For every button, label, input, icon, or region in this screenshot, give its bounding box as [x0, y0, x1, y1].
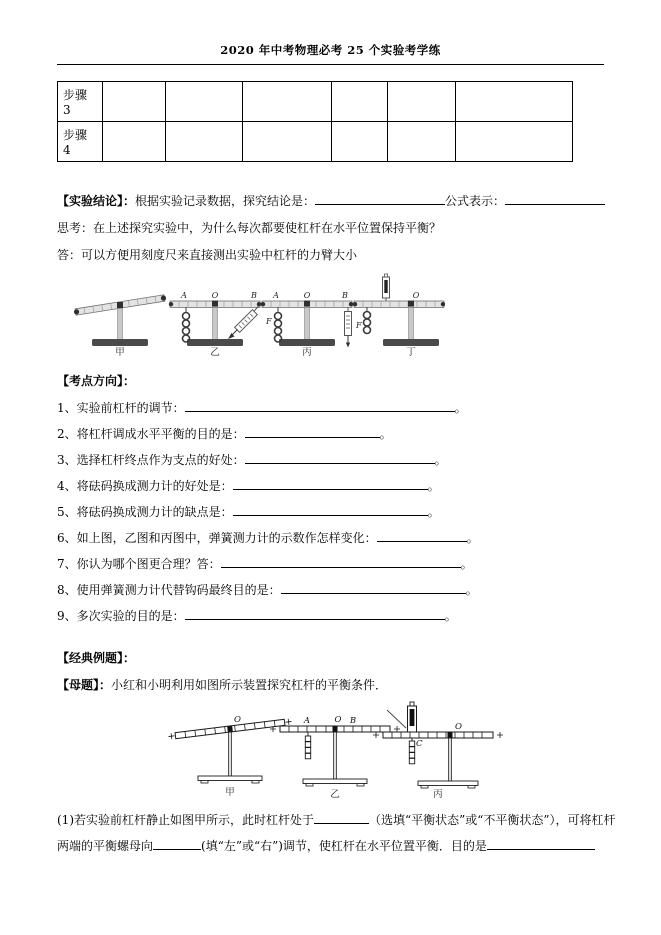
- kaodian-item-8: [57, 577, 661, 603]
- fig1-setup-ding: [353, 274, 445, 358]
- weights-chain: [364, 312, 371, 334]
- beam-end: [353, 302, 357, 306]
- blank-line: [505, 194, 605, 205]
- blank-line: [245, 453, 435, 464]
- fig1-caption-jia: 甲: [115, 347, 125, 358]
- formula-label: 公式表示：: [445, 194, 506, 208]
- lever-beam: [383, 732, 493, 738]
- pivot: [408, 301, 414, 307]
- pivot: [212, 301, 218, 307]
- lever-experiment-figure-1: [45, 272, 445, 358]
- table-cell: [243, 82, 332, 122]
- step4-label: 步骤 4: [58, 122, 103, 162]
- blank-line: [487, 839, 595, 850]
- table-cell: [388, 82, 456, 122]
- item-period: 。: [434, 453, 447, 467]
- table-cell: [388, 122, 456, 162]
- item-text: 8、使用弹簧测力计代替钩码最终目的是：: [57, 583, 281, 597]
- kaodian-item-1: [57, 395, 661, 421]
- header-divider: [57, 64, 604, 65]
- stand-base: [198, 776, 262, 781]
- pivot: [117, 302, 123, 308]
- example-heading: 【经典例题】：: [57, 651, 136, 665]
- fig2-caption-bing: 丙: [433, 789, 443, 799]
- stand-pole: [305, 307, 310, 340]
- question1-line2: [57, 833, 661, 859]
- base-foot: [201, 781, 208, 784]
- item-text: 6、如上图，乙图和丙图中，弹簧测力计的示数作怎样变化：: [57, 531, 377, 545]
- fig1-caption-bing: 丙: [302, 347, 312, 358]
- kaodian-item-7: [57, 551, 661, 577]
- fig1-caption-ding: 丁: [406, 347, 416, 358]
- blank-line: [153, 839, 201, 850]
- table-cell: [332, 82, 388, 122]
- fig2-caption-yi: 乙: [330, 789, 340, 799]
- point-a-label: A: [303, 716, 311, 726]
- spring-scale-vertical: [345, 312, 352, 336]
- table-cell: [103, 122, 166, 162]
- base-foot: [468, 786, 475, 789]
- item-text: 2、将杠杆调成水平平衡的目的是：: [57, 427, 245, 441]
- stand-base: [383, 339, 439, 346]
- beam-end: [261, 302, 265, 306]
- mother-question-line: [57, 672, 661, 699]
- stand-pole: [449, 738, 452, 781]
- pointer-line: [387, 710, 406, 728]
- kaodian-item-5: [57, 499, 661, 525]
- pivot: [333, 726, 338, 732]
- fig2-setup-yi: [270, 715, 400, 799]
- stand-base: [418, 781, 478, 786]
- table-cell: [456, 82, 573, 122]
- base-foot: [421, 786, 428, 789]
- force-f-label: F: [356, 321, 362, 330]
- point-o-label: O: [234, 715, 241, 725]
- item-period: 。: [379, 427, 392, 441]
- item-text: 1、实验前杠杆的调节：: [57, 401, 185, 415]
- q1-text-2: （选填“平衡状态”或“不平衡状态”），可将杠杆: [369, 813, 616, 827]
- item-period: 。: [460, 557, 473, 571]
- stand-base: [303, 779, 367, 784]
- kaodian-item-9: [57, 603, 661, 629]
- kaodian-item-2: [57, 421, 661, 447]
- item-period: 。: [427, 505, 440, 519]
- weights-chain: [183, 313, 190, 343]
- stand-pole: [213, 307, 218, 340]
- item-period: 。: [454, 401, 467, 415]
- item-text: 3、选择杠杆终点作为支点的好处：: [57, 453, 245, 467]
- item-text: 7、你认为哪个图更合理？答：: [57, 557, 221, 571]
- base-foot: [357, 784, 364, 787]
- blank-line: [185, 609, 445, 620]
- weights-chain: [305, 736, 310, 759]
- pivot: [304, 301, 310, 307]
- step3-label: 步骤 3: [58, 82, 103, 122]
- spring-scale-diagonal: [235, 310, 258, 333]
- blank-line: [315, 194, 445, 205]
- blank-line: [377, 531, 467, 542]
- beam-end: [257, 302, 261, 306]
- blank-line: [221, 557, 461, 568]
- table-cell: [166, 122, 243, 162]
- force-f-label: F: [266, 317, 272, 326]
- stand-pole: [409, 307, 414, 340]
- weights-chain: [275, 313, 282, 343]
- table-row: [58, 82, 573, 122]
- kaodian-item-3: [57, 447, 661, 473]
- page-header-title: 2020 年中考物理必考 25 个实验考学练: [220, 43, 441, 57]
- item-period: 。: [444, 609, 457, 623]
- blank-line: [185, 401, 455, 412]
- fig1-caption-yi: 乙: [210, 347, 220, 358]
- point-a-label: A: [273, 291, 279, 300]
- point-c-label: C: [416, 739, 423, 749]
- fig2-caption-jia: 甲: [225, 787, 235, 798]
- q1-text-1: (1)若实验前杠杆静止如图甲所示，此时杠杆处于: [57, 813, 314, 827]
- beam-end: [349, 302, 353, 306]
- beam-end: [169, 302, 173, 306]
- q1-text-3: 两端的平衡螺母向: [57, 839, 154, 853]
- table-cell: [332, 122, 388, 162]
- point-o-label: O: [334, 715, 342, 725]
- table-cell: [243, 122, 332, 162]
- item-period: 。: [427, 479, 440, 493]
- point-o-label: O: [211, 291, 219, 300]
- fig2-setup-bing: [373, 702, 503, 799]
- point-a-label: A: [181, 291, 187, 300]
- mother-text: 小红和小明利用如图所示装置探究杠杆的平衡条件．: [111, 678, 388, 692]
- fig1-setup-yi: [169, 291, 272, 358]
- kaodian-item-6: [57, 525, 661, 551]
- blank-line: [233, 479, 428, 490]
- stand-base: [279, 339, 335, 346]
- stand-base: [92, 339, 148, 346]
- blank-line: [245, 427, 380, 438]
- table-row: [58, 122, 573, 162]
- point-o-label: O: [303, 291, 311, 300]
- base-foot: [252, 781, 259, 784]
- spacer: [0, 162, 661, 188]
- fig1-setup-jia: [73, 295, 166, 358]
- item-period: 。: [465, 583, 478, 597]
- stand-base: [187, 339, 243, 346]
- point-b-label: B: [349, 716, 357, 726]
- conclusion-heading: 【实验结论】：: [57, 194, 136, 208]
- table-cell: [103, 82, 166, 122]
- lever-experiment-figure-2: [150, 699, 510, 799]
- stand-pole: [334, 732, 337, 779]
- item-period: 。: [466, 531, 479, 545]
- kaodian-heading-line: [57, 368, 661, 395]
- point-b-label: B: [251, 291, 257, 300]
- conclusion-lead: 根据实验记录数据，探究结论是：: [135, 194, 316, 208]
- beam-end: [441, 302, 445, 306]
- spring-scale-above: [408, 702, 417, 732]
- point-o-label: O: [455, 722, 462, 732]
- stand-pole: [229, 732, 232, 776]
- point-o-label: O: [412, 291, 420, 300]
- pivot: [448, 732, 453, 738]
- example-heading-line: [57, 645, 661, 672]
- kaodian-item-4: [57, 473, 661, 499]
- think-line: 思考：在上述探究实验中，为什么每次都要使杠杆在水平位置保持平衡？: [57, 221, 442, 235]
- spring-scale-above: [383, 274, 390, 301]
- blank-line: [314, 813, 369, 824]
- fig1-setup-bing: [261, 291, 362, 358]
- blank-line: [281, 583, 466, 594]
- kaodian-heading: 【考点方向】：: [57, 374, 136, 388]
- table-cell: [166, 82, 243, 122]
- q1-text-4: (填“左”或“右”)调节，使杠杆在水平位置平衡．目的是: [201, 839, 487, 853]
- answer-line: 答：可以方便用刻度尺来直接测出实验中杠杆的力臂大小: [57, 248, 358, 262]
- blank-line: [233, 505, 428, 516]
- weights-chain: [409, 741, 414, 764]
- item-text: 9、多次实验的目的是：: [57, 609, 185, 623]
- item-text: 5、将砝码换成测力计的缺点是：: [57, 505, 233, 519]
- stand-pole: [118, 308, 123, 340]
- force-arrowhead: [346, 343, 350, 348]
- mother-heading: 【母题】：: [57, 678, 112, 692]
- point-b-label: B: [342, 291, 348, 300]
- item-text: 4、将砝码换成测力计的好处是：: [57, 479, 233, 493]
- table-cell: [456, 122, 573, 162]
- steps-table: [57, 81, 573, 162]
- conclusion-line: [57, 188, 661, 215]
- base-foot: [306, 784, 313, 787]
- question1-line1: [57, 807, 661, 833]
